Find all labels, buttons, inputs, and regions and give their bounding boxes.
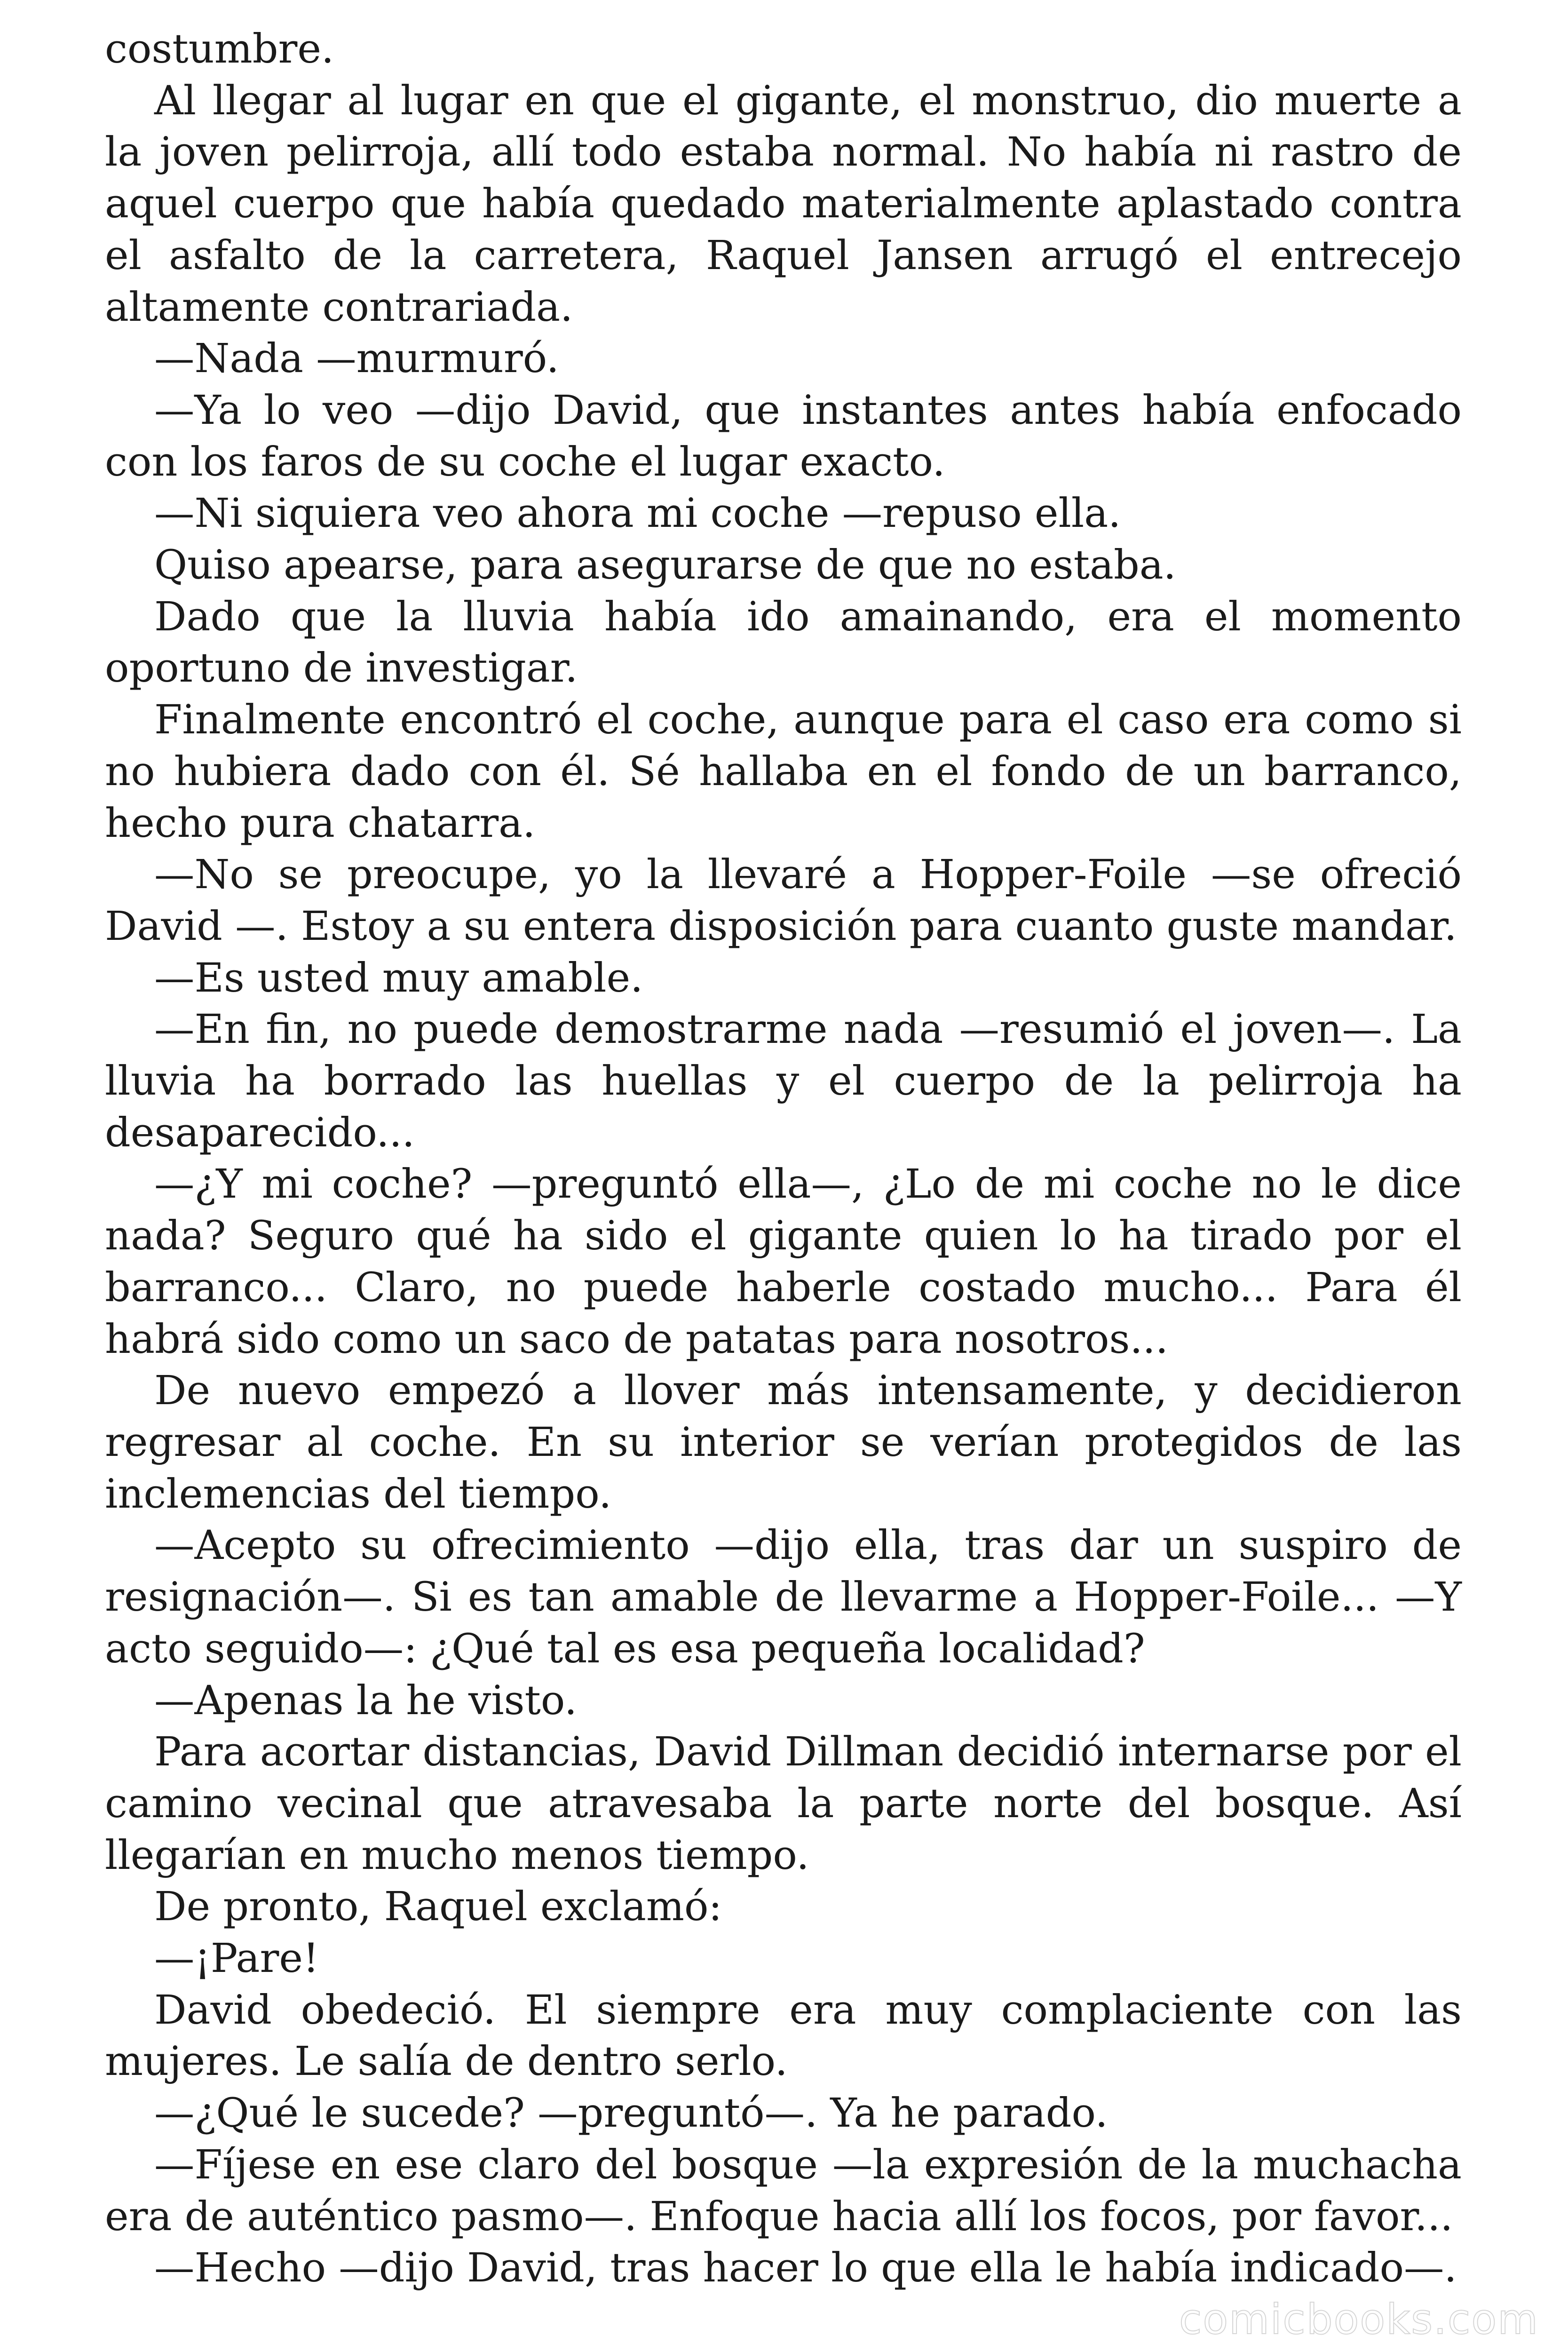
paragraph: —Es usted muy amable. [154,954,643,1001]
watermark: comicbooks.com [1179,2295,1539,2344]
paragraph: —¿Qué le sucede? —preguntó—. Ya he parado. [154,2090,1108,2137]
paragraph: —¡Pare! [154,1935,319,1982]
paragraph: Para acortar distancias, David Dillman decidió internarse por el camino vecinal que atravesaba la parte norte del bosque. Así llegarían en mucho menos tiempo. [105,1729,1462,1879]
paragraph: costumbre. [105,26,334,72]
paragraph: —Ya lo veo —dijo David, que instantes antes había enfocado con los faros de su coche el lugar exacto. [105,387,1462,485]
paragraph: —En fin, no puede demostrarme nada —resumió el joven—. La lluvia ha borrado las huellas y el cuerpo de la pelirroja ha desaparecido... [105,1006,1462,1156]
paragraph: —¿Y mi coche? —preguntó ella—, ¿Lo de mi coche no le dice nada? Seguro qué ha sido el gigante quien lo ha tirado por el barranco... Claro, no puede haberle costado mucho... Para él habrá sido como un saco de patatas para nosotros... [105,1161,1462,1363]
paragraph: Finalmente encontró el coche, aunque para el caso era como si no hubiera dado con él. Sé hallaba en el fondo de un barranco, hecho pura chatarra. [105,697,1462,847]
paragraph: David obedeció. El siempre era muy complaciente con las mujeres. Le salía de dentro serlo. [105,1986,1462,2085]
paragraph: De pronto, Raquel exclamó: [154,1883,722,1931]
paragraph: De nuevo empezó a llover más intensamente, y decidieron regresar al coche. En su interior se verían protegidos de las inclemencias del tiempo. [105,1367,1462,1518]
paragraph: —Ni siquiera veo ahora mi coche —repuso ella. [154,490,1121,537]
paragraph: Al llegar al lugar en que el gigante, el monstruo, dio muerte a la joven pelirroja, allí todo estaba normal. No había ni rastro de aquel cuerpo que había quedado materialmente aplastado contra el asfalto de la carretera, Raquel Jansen arrugó el entrecejo altamente contrariada. [105,77,1462,331]
paragraph: —Acepto su ofrecimiento —dijo ella, tras dar un suspiro de resignación—. Si es tan amable de llevarme a Hopper-Foile... —Y acto seguido—: ¿Qué tal es esa pequeña localidad? [105,1522,1462,1672]
paragraph: —No se preocupe, yo la llevaré a Hopper-Foile —se ofreció David —. Estoy a su entera disposición para cuanto guste mandar. [105,851,1462,950]
paragraph: —Apenas la he visto. [154,1677,578,1724]
paragraph: —Nada —murmuró. [154,335,559,382]
paragraph: Dado que la lluvia había ido amainando, era el momento oportuno de investigar. [105,593,1462,692]
paragraph: —Hecho —dijo David, tras hacer lo que ella le había indicado—. [154,2245,1457,2292]
paragraph: —Fíjese en ese claro del bosque —la expresión de la muchacha era de auténtico pasmo—. Enfoque hacia allí los focos, por favor... [105,2141,1462,2240]
paragraph: Quiso apearse, para asegurarse de que no estaba. [154,542,1176,589]
book-page [105,24,1462,2328]
